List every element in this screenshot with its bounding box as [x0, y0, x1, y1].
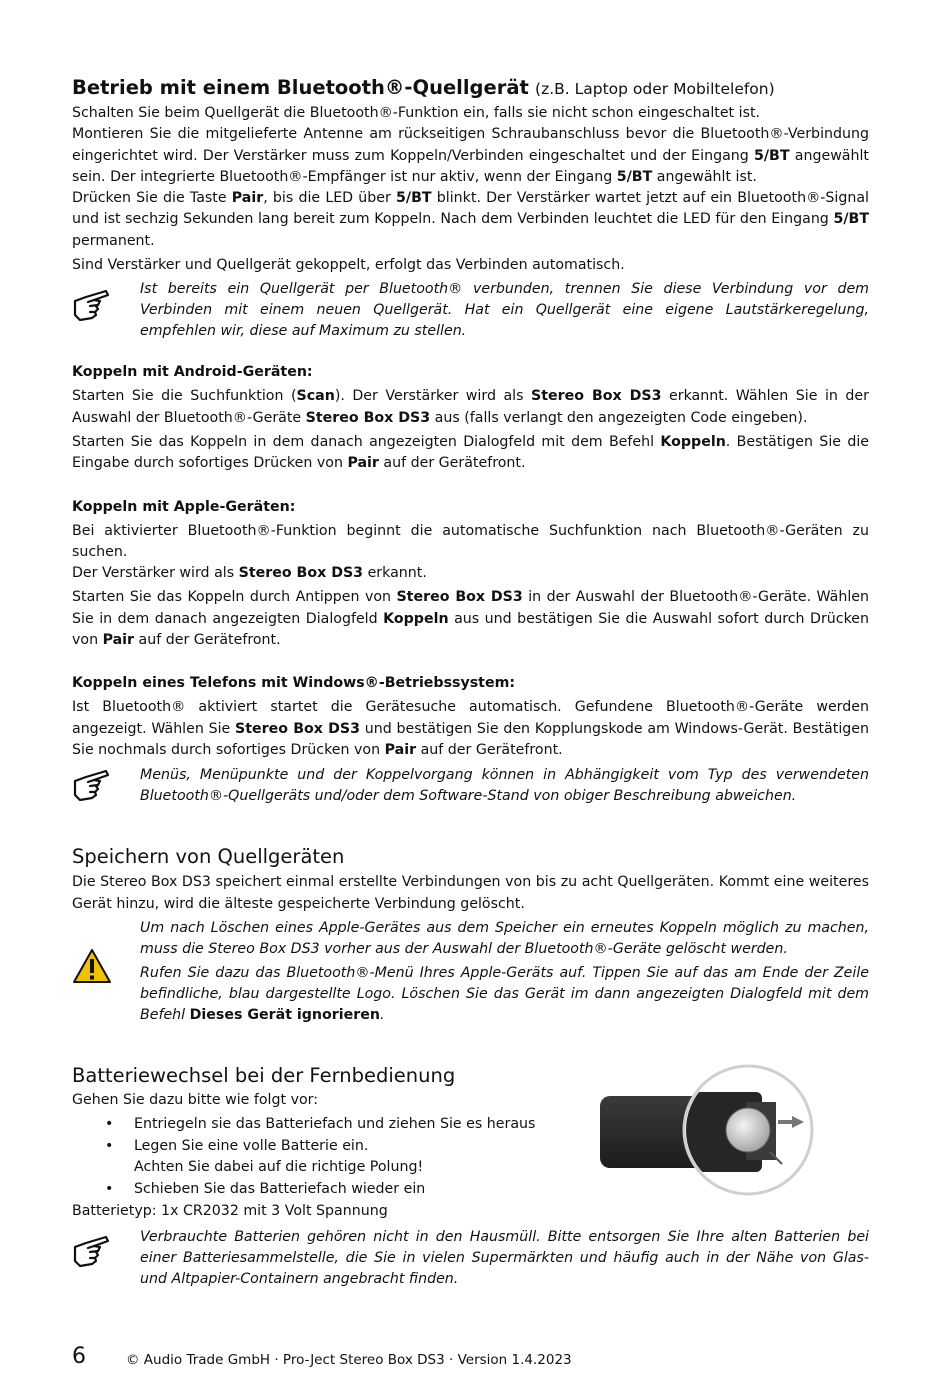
copyright: © Audio Trade GmbH · Pro-Ject Stereo Box DS3 · Version 1.4.2023: [126, 1352, 572, 1368]
warning-triangle-icon: [72, 948, 112, 984]
section-title-battery: Batteriewechsel bei der Fernbedienung: [72, 1063, 456, 1087]
pointing-hand-icon: [72, 767, 112, 803]
list-item: • Schieben Sie das Batteriefach wieder ein: [105, 1180, 426, 1197]
note-block: Ist bereits ein Quellgerät per Bluetooth® verbunden, trennen Sie diese Verbindung vor dem Verbinden mit einem neuen Quellgerät. Hat ein Quellgerät eine eigene Lautstärkeregelung, empfehlen wir, diese auf Maximum zu stellen.: [72, 279, 869, 342]
page-number: 6: [72, 1344, 86, 1369]
list-item: • Entriegeln sie das Batteriefach und ziehen Sie es heraus: [105, 1116, 536, 1133]
paragraph: Der Verstärker wird als Stereo Box DS3 erkannt.: [72, 565, 427, 582]
section-title-storage: Speichern von Quellgeräten: [72, 845, 345, 869]
pointing-hand-icon: [72, 1233, 112, 1269]
paragraph: Starten Sie das Koppeln durch Antippen von Stereo Box DS3 in der Auswahl der Bluetooth®-Geräte. Wählen Sie in dem danach angezeigten Dialogfeld Koppeln aus und bestätigen Sie die Auswahl sofort durch Drücken von Pair auf der Gerätefront.: [72, 589, 870, 649]
subheading-apple: Koppeln mit Apple-Geräten:: [72, 498, 296, 515]
warning-block: Um nach Löschen eines Apple-Gerätes aus dem Speicher ein erneutes Koppeln möglich zu machen, muss die Stereo Box DS3 vorher aus der Auswahl der Bluetooth®-Geräte gelöscht werden. Rufen Sie dazu das Bluetooth®-Menü Ihres Apple-Geräts auf. Tippen Sie auf das am Ende der Zeile befindliche, blau dargestellte Logo. Löschen Sie das Gerät im dann angezeigten Dialogfeld mit dem Befehl Dieses Gerät ignorieren.: [72, 918, 869, 1026]
paragraph: Montieren Sie die mitgelieferte Antenne am rückseitigen Schraubanschluss bevor die Bluetooth®-Verbindung eingerichtet wird. Der Verstärker muss zum Koppeln/Verbinden eingeschaltet und der Eingang 5/BT angewählt sein. Der integrierte Bluetooth®-Empfänger ist nur aktiv, wenn der Eingang 5/BT angewählt ist.: [72, 126, 869, 185]
subheading-android: Koppeln mit Android-Geräten:: [72, 364, 313, 381]
paragraph: Bei aktivierter Bluetooth®-Funktion beginnt die automatische Suchfunktion nach Bluetooth®-Geräten zu suchen.: [72, 522, 869, 560]
paragraph: Drücken Sie die Taste Pair, bis die LED über 5/BT blinkt. Der Verstärker wartet jetzt auf ein Bluetooth®-Signal und ist sechzig Sekunden lang bereit zum Koppeln. Nach dem Verbinden leuchtet die LED für den Eingang 5/BT permanent.: [72, 190, 869, 249]
paragraph: Starten Sie die Suchfunktion (Scan). Der Verstärker wird als Stereo Box DS3 erkannt. Wählen Sie in der Auswahl der Bluetooth®-Geräte Stereo Box DS3 aus (falls verlangt den angezeigten Code eingeben).: [72, 388, 869, 426]
remote-battery-image: [596, 1062, 821, 1198]
list-item: • Legen Sie eine volle Batterie ein. Achten Sie dabei auf die richtige Polung!: [105, 1137, 424, 1176]
pointing-hand-icon: [72, 287, 112, 323]
paragraph: Ist Bluetooth® aktiviert startet die Gerätesuche automatisch. Gefundene Bluetooth®-Geräte werden angezeigt. Wählen Sie Stereo Box DS3 und bestätigen Sie den Kopplungskode am Windows-Gerät. Bestätigen Sie nochmals durch sofortiges Drücken von Pair auf der Gerätefront.: [72, 699, 869, 758]
note-block: Menüs, Menüpunkte und der Koppelvorgang können in Abhängigkeit vom Typ des verwendeten Bluetooth®-Quellgeräts und/oder dem Software-Stand von obiger Beschreibung abweichen.: [72, 765, 869, 807]
section-title-bluetooth: Betrieb mit einem Bluetooth®-Quellgerät (z.B. Laptop oder Mobiltelefon): [72, 76, 775, 99]
paragraph: Gehen Sie dazu bitte wie folgt vor:: [72, 1091, 319, 1108]
paragraph: Die Stereo Box DS3 speichert einmal erstellte Verbindungen von bis zu acht Quellgeräten. Kommt eine weiteres Gerät hinzu, wird die älteste gespeicherte Verbindung gelöscht.: [72, 874, 869, 912]
note-block: Verbrauchte Batterien gehören nicht in den Hausmüll. Bitte entsorgen Sie Ihre alten Batterien bei einer Batteriesammelstelle, die Sie in vielen Supermärkten und häufig auch in der Nähe von Glas- und Altpapier-Containern angebracht finden.: [72, 1227, 869, 1290]
subheading-windows: Koppeln eines Telefons mit Windows®-Betriebssystem:: [72, 675, 516, 692]
paragraph: Starten Sie das Koppeln in dem danach angezeigten Dialogfeld mit dem Befehl Koppeln. Bestätigen Sie die Eingabe durch sofortiges Drücken von Pair auf der Gerätefront.: [72, 433, 869, 472]
paragraph: Batterietyp: 1x CR2032 mit 3 Volt Spannung: [72, 1203, 388, 1220]
paragraph: Schalten Sie beim Quellgerät die Bluetooth®-Funktion ein, falls sie nicht schon eingeschaltet ist.: [72, 105, 761, 121]
paragraph: Sind Verstärker und Quellgerät gekoppelt, erfolgt das Verbinden automatisch.: [72, 257, 625, 274]
